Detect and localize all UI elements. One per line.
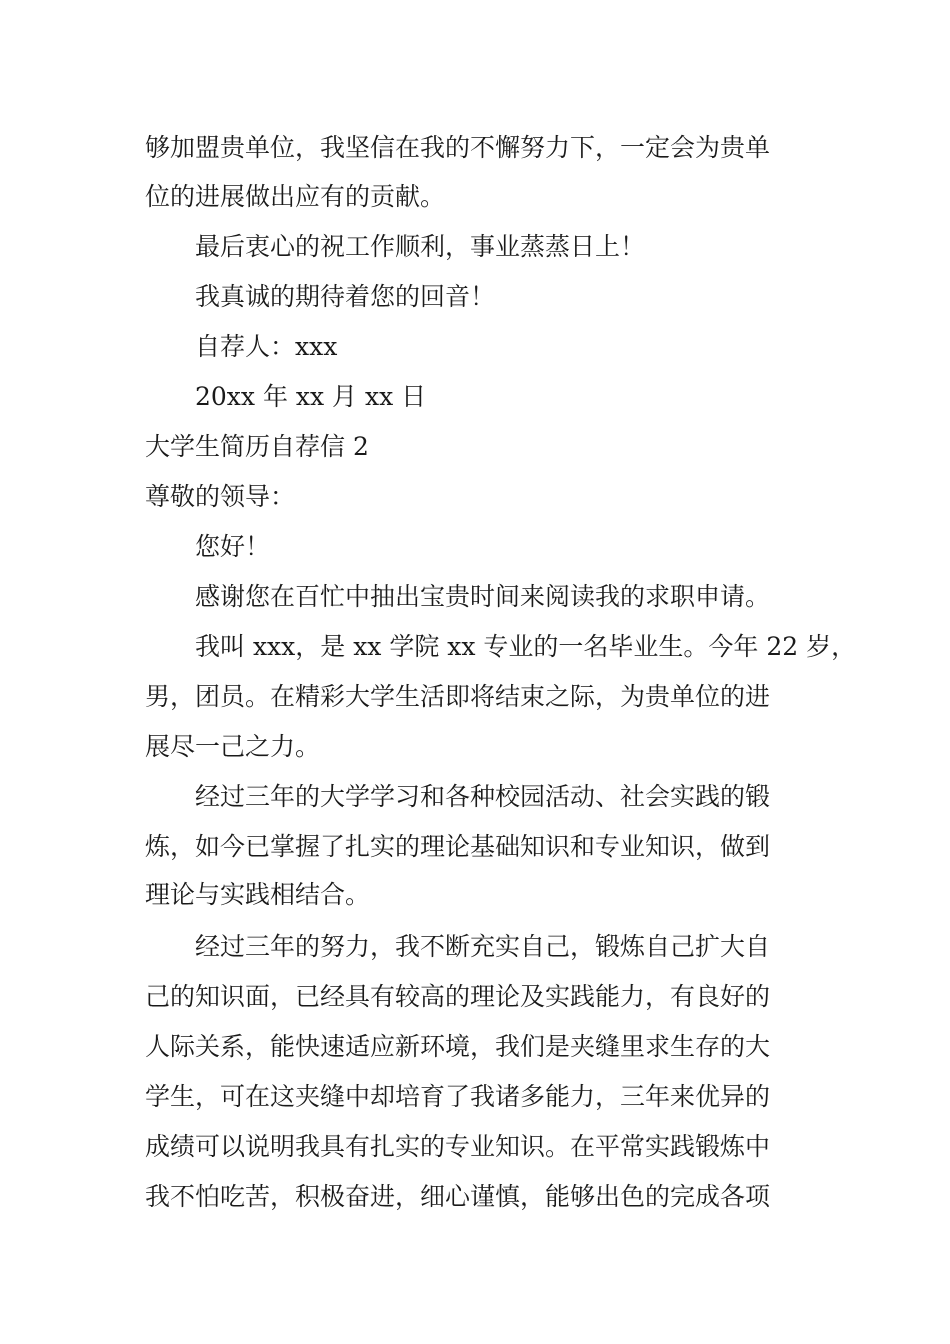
- greeting: 您好！: [195, 532, 271, 561]
- paragraph-line: 成绩可以说明我具有扎实的专业知识。在平常实践锻炼中: [145, 1132, 771, 1161]
- text-line: 位的进展做出应有的贡献。: [145, 182, 446, 211]
- paragraph-line: 我叫 xxx，是 xx 学院 xx 专业的一名毕业生。今年 22 岁，: [195, 632, 857, 661]
- paragraph-line: 经过三年的努力，我不断充实自己，锻炼自己扩大自: [195, 932, 771, 961]
- paragraph-line: 人际关系，能快速适应新环境，我们是夹缝里求生存的大: [145, 1032, 771, 1061]
- section-title: 大学生简历自荐信 2: [145, 432, 369, 461]
- closing-wish: 最后衷心的祝工作顺利，事业蒸蒸日上！: [195, 232, 646, 261]
- signature: 自荐人：xxx: [195, 332, 338, 361]
- paragraph-line: 经过三年的大学学习和各种校园活动、社会实践的锻: [195, 782, 771, 811]
- paragraph-line: 男，团员。在精彩大学生活即将结束之际，为贵单位的进: [145, 682, 771, 711]
- paragraph-line: 炼，如今已掌握了扎实的理论基础知识和专业知识，做到: [145, 832, 771, 861]
- date-line: 20xx 年 xx 月 xx 日: [195, 382, 427, 411]
- text-line: 够加盟贵单位，我坚信在我的不懈努力下，一定会为贵单: [145, 133, 771, 162]
- paragraph-line: 我不怕吃苦，积极奋进，细心谨慎，能够出色的完成各项: [145, 1182, 771, 1211]
- paragraph-line: 展尽一己之力。: [145, 732, 321, 761]
- salutation: 尊敬的领导：: [145, 482, 296, 511]
- paragraph-line: 己的知识面，已经具有较高的理论及实践能力，有良好的: [145, 982, 771, 1011]
- closing-expectation: 我真诚的期待着您的回音！: [195, 282, 496, 311]
- paragraph-line: 理论与实践相结合。: [145, 880, 371, 909]
- paragraph-line: 感谢您在百忙中抽出宝贵时间来阅读我的求职申请。: [195, 582, 771, 611]
- paragraph-line: 学生，可在这夹缝中却培育了我诸多能力，三年来优异的: [145, 1082, 771, 1111]
